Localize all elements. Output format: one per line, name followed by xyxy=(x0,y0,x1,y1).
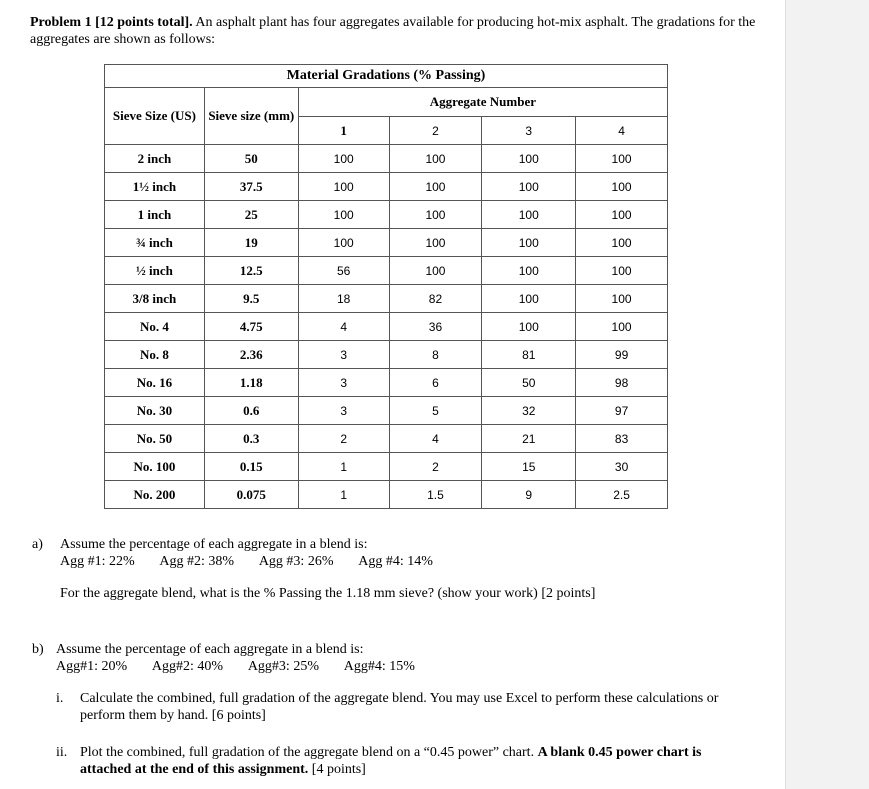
part-a-agg2: Agg #2: 38% xyxy=(159,554,235,569)
table-row xyxy=(105,257,668,285)
part-b-agg4: Agg#4: 15% xyxy=(343,659,415,674)
cell-sieve-us: 1½ inch xyxy=(105,173,205,201)
cell-agg-4: 100 xyxy=(576,201,668,229)
part-a-line1: Assume the percentage of each aggregate in a blend is: xyxy=(60,537,368,552)
table-row xyxy=(105,481,668,509)
cell-agg-1: 18 xyxy=(298,285,389,313)
part-b-blend xyxy=(32,658,762,675)
cell-sieve-us: No. 50 xyxy=(105,425,205,453)
cell-agg-3: 100 xyxy=(482,257,576,285)
cell-sieve-mm: 0.15 xyxy=(204,453,298,481)
cell-agg-4: 30 xyxy=(576,453,668,481)
table-row xyxy=(105,145,668,173)
right-margin-panel xyxy=(785,0,869,789)
part-b-i-text: Calculate the combined, full gradation of the aggregate blend. You may use Excel to perform these calculations or perform them by hand. [6 points] xyxy=(80,691,719,723)
cell-agg-2: 100 xyxy=(389,145,482,173)
part-a-agg4: Agg #4: 14% xyxy=(358,554,433,569)
table-row xyxy=(105,285,668,313)
cell-agg-4: 97 xyxy=(576,397,668,425)
table-row xyxy=(105,229,668,257)
part-b-ii-text-b: A blank 0.45 power chart is attached at the end of this assignment. xyxy=(80,745,702,777)
cell-agg-1: 1 xyxy=(298,453,389,481)
agg-number-1: 1 xyxy=(298,117,389,145)
part-b-ii-text-c: [4 points] xyxy=(308,762,366,777)
table-body xyxy=(105,145,668,509)
cell-agg-1: 3 xyxy=(298,341,389,369)
cell-sieve-mm: 19 xyxy=(204,229,298,257)
cell-agg-2: 5 xyxy=(389,397,482,425)
cell-agg-1: 100 xyxy=(298,173,389,201)
part-b-ii-text-a: Plot the combined, full gradation of the aggregate blend on a “0.45 power” chart. xyxy=(80,745,538,760)
part-a-agg3: Agg #3: 26% xyxy=(258,554,334,569)
cell-agg-2: 4 xyxy=(389,425,482,453)
cell-agg-2: 36 xyxy=(389,313,482,341)
table-row xyxy=(105,425,668,453)
problem-intro xyxy=(30,14,760,48)
table-row xyxy=(105,369,668,397)
cell-agg-4: 100 xyxy=(576,285,668,313)
cell-agg-4: 99 xyxy=(576,341,668,369)
cell-sieve-mm: 37.5 xyxy=(204,173,298,201)
cell-agg-1: 100 xyxy=(298,145,389,173)
cell-sieve-mm: 1.18 xyxy=(204,369,298,397)
cell-sieve-us: No. 16 xyxy=(105,369,205,397)
cell-sieve-mm: 12.5 xyxy=(204,257,298,285)
cell-agg-3: 100 xyxy=(482,313,576,341)
part-b xyxy=(32,641,762,675)
cell-agg-4: 100 xyxy=(576,173,668,201)
cell-agg-3: 100 xyxy=(482,173,576,201)
col-header-mm: Sieve size (mm) xyxy=(204,88,298,145)
cell-agg-2: 6 xyxy=(389,369,482,397)
table-row xyxy=(105,397,668,425)
cell-sieve-us: No. 200 xyxy=(105,481,205,509)
cell-agg-3: 21 xyxy=(482,425,576,453)
problem-text: An asphalt plant has four aggregates available for producing hot-mix asphalt. The gradations for the aggregates are shown as follows: xyxy=(30,15,756,47)
table-row xyxy=(105,201,668,229)
agg-number-3: 3 xyxy=(482,117,576,145)
cell-sieve-mm: 0.3 xyxy=(204,425,298,453)
cell-agg-1: 56 xyxy=(298,257,389,285)
cell-agg-4: 2.5 xyxy=(576,481,668,509)
cell-agg-1: 3 xyxy=(298,397,389,425)
gradation-table xyxy=(104,64,668,509)
problem-heading: Problem 1 [12 points total]. xyxy=(30,15,193,30)
part-a-agg1: Agg #1: 22% xyxy=(60,554,135,569)
part-b-ii-marker: ii. xyxy=(56,745,68,760)
cell-sieve-mm: 25 xyxy=(204,201,298,229)
cell-agg-3: 100 xyxy=(482,229,576,257)
cell-agg-4: 98 xyxy=(576,369,668,397)
cell-agg-3: 9 xyxy=(482,481,576,509)
cell-agg-4: 100 xyxy=(576,257,668,285)
cell-agg-2: 8 xyxy=(389,341,482,369)
cell-sieve-mm: 9.5 xyxy=(204,285,298,313)
agg-number-4: 4 xyxy=(576,117,668,145)
cell-agg-3: 15 xyxy=(482,453,576,481)
part-b-agg1: Agg#1: 20% xyxy=(56,659,128,674)
cell-agg-4: 100 xyxy=(576,229,668,257)
cell-agg-1: 1 xyxy=(298,481,389,509)
part-a-marker: a) xyxy=(32,537,43,552)
cell-agg-2: 100 xyxy=(389,201,482,229)
part-a-question: For the aggregate blend, what is the % Passing the 1.18 mm sieve? (show your work) [2 points] xyxy=(60,586,596,601)
part-b-agg3: Agg#3: 25% xyxy=(247,659,319,674)
cell-agg-1: 3 xyxy=(298,369,389,397)
cell-agg-3: 81 xyxy=(482,341,576,369)
cell-sieve-us: ¾ inch xyxy=(105,229,205,257)
cell-agg-1: 100 xyxy=(298,229,389,257)
cell-sieve-mm: 2.36 xyxy=(204,341,298,369)
cell-sieve-us: ½ inch xyxy=(105,257,205,285)
table-row xyxy=(105,341,668,369)
part-b-agg2: Agg#2: 40% xyxy=(151,659,224,674)
cell-agg-2: 82 xyxy=(389,285,482,313)
cell-agg-1: 2 xyxy=(298,425,389,453)
part-b-i-marker: i. xyxy=(56,691,64,706)
cell-sieve-mm: 0.075 xyxy=(204,481,298,509)
part-a-blend xyxy=(32,553,762,570)
cell-agg-4: 83 xyxy=(576,425,668,453)
cell-sieve-us: No. 100 xyxy=(105,453,205,481)
cell-agg-1: 100 xyxy=(298,201,389,229)
cell-sieve-us: 1 inch xyxy=(105,201,205,229)
table-row xyxy=(105,313,668,341)
cell-agg-2: 2 xyxy=(389,453,482,481)
cell-agg-3: 100 xyxy=(482,201,576,229)
cell-agg-3: 100 xyxy=(482,285,576,313)
part-a xyxy=(32,536,762,602)
cell-agg-1: 4 xyxy=(298,313,389,341)
cell-agg-3: 50 xyxy=(482,369,576,397)
cell-agg-2: 100 xyxy=(389,257,482,285)
cell-sieve-us: 3/8 inch xyxy=(105,285,205,313)
cell-agg-3: 32 xyxy=(482,397,576,425)
table-row xyxy=(105,173,668,201)
cell-sieve-us: No. 30 xyxy=(105,397,205,425)
cell-agg-4: 100 xyxy=(576,313,668,341)
table-title: Material Gradations (% Passing) xyxy=(105,65,668,88)
cell-agg-2: 100 xyxy=(389,173,482,201)
cell-sieve-us: 2 inch xyxy=(105,145,205,173)
cell-sieve-us: No. 4 xyxy=(105,313,205,341)
agg-header: Aggregate Number xyxy=(298,88,667,117)
cell-sieve-mm: 0.6 xyxy=(204,397,298,425)
cell-sieve-mm: 4.75 xyxy=(204,313,298,341)
cell-agg-3: 100 xyxy=(482,145,576,173)
cell-agg-4: 100 xyxy=(576,145,668,173)
cell-agg-2: 100 xyxy=(389,229,482,257)
cell-sieve-us: No. 8 xyxy=(105,341,205,369)
cell-sieve-mm: 50 xyxy=(204,145,298,173)
part-b-ii-text xyxy=(80,744,750,778)
agg-number-2: 2 xyxy=(389,117,482,145)
cell-agg-2: 1.5 xyxy=(389,481,482,509)
part-b-marker: b) xyxy=(32,642,44,657)
part-b-line1: Assume the percentage of each aggregate in a blend is: xyxy=(56,642,364,657)
col-header-us: Sieve Size (US) xyxy=(105,88,205,145)
table-row xyxy=(105,453,668,481)
